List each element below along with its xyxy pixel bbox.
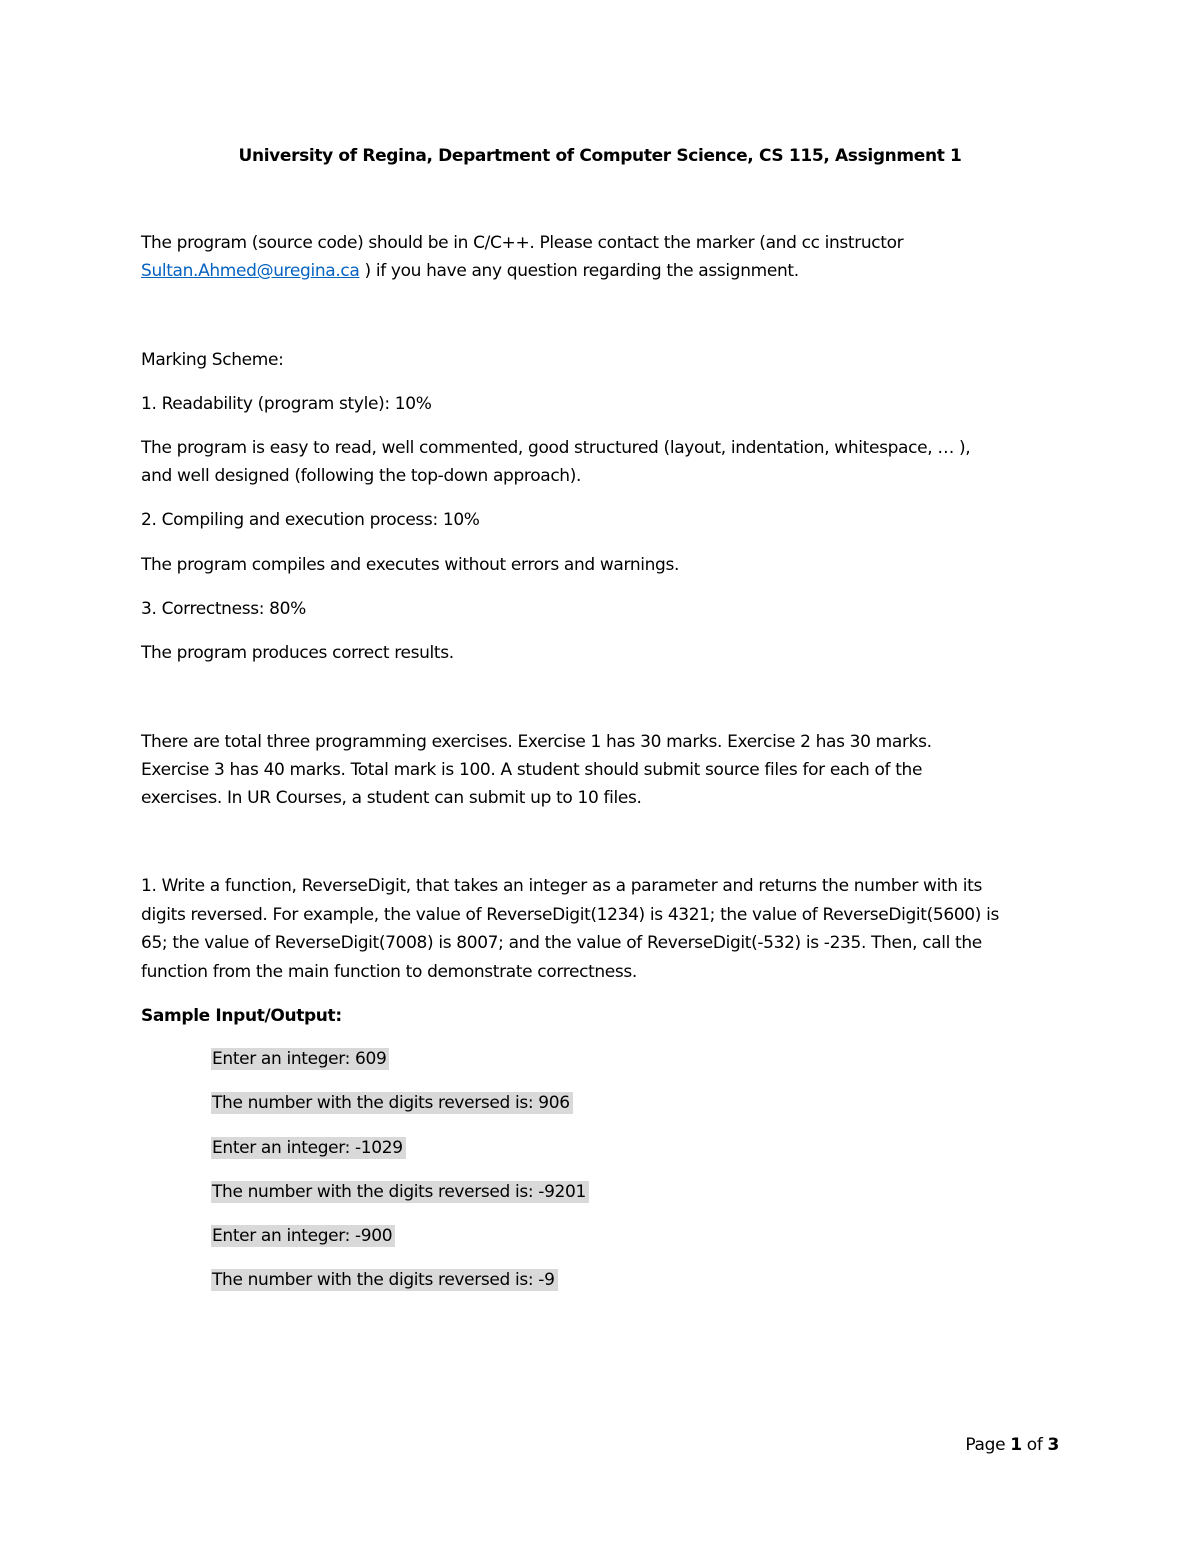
overview-line-2: Exercise 3 has 40 marks. Total mark is 100. A student should submit source files for each of the [141,760,923,780]
page-number-footer [965,1434,1059,1456]
marking-item-correctness-desc: The program produces correct results. [141,643,454,663]
marking-scheme-heading: Marking Scheme: [141,350,284,370]
sample-output-line: Enter an integer: -900 [211,1225,395,1247]
exercise1-line-3: 65; the value of ReverseDigit(7008) is 8007; and the value of ReverseDigit(-532) is -235. Then, call the [141,933,982,953]
intro-line-2-rest: ) if you have any question regarding the assignment. [359,261,799,281]
marking-item-compiling-desc: The program compiles and executes without errors and warnings. [141,555,680,575]
exercise1-line-4: function from the main function to demonstrate correctness. [141,962,637,982]
intro-line-2 [141,260,799,282]
sample-output-line: Enter an integer: 609 [211,1048,389,1070]
overview-line-3: exercises. In UR Courses, a student can submit up to 10 files. [141,788,642,808]
sample-output-line: Enter an integer: -1029 [211,1137,406,1159]
marking-item-readability: 1. Readability (program style): 10% [141,394,432,414]
sample-output-line: The number with the digits reversed is: -9 [211,1269,558,1291]
exercise1-line-1: 1. Write a function, ReverseDigit, that takes an integer as a parameter and returns the number with its [141,876,982,896]
marking-item-correctness: 3. Correctness: 80% [141,599,306,619]
sample-io-heading: Sample Input/Output: [141,1006,342,1026]
footer-of-word: of [1021,1435,1048,1455]
marking-item-readability-desc-1: The program is easy to read, well commented, good structured (layout, indentation, whitespace, … ), [141,438,971,458]
instructor-email-link[interactable]: Sultan.Ahmed@uregina.ca [141,261,360,281]
marking-item-readability-desc-2: and well designed (following the top-down approach). [141,466,582,486]
document-title: University of Regina, Department of Computer Science, CS 115, Assignment 1 [238,146,962,166]
exercise1-line-2: digits reversed. For example, the value of ReverseDigit(1234) is 4321; the value of ReverseDigit(5600) is [141,905,999,925]
footer-page-total: 3 [1047,1435,1059,1455]
overview-line-1: There are total three programming exercises. Exercise 1 has 30 marks. Exercise 2 has 30 marks. [141,732,932,752]
marking-item-compiling: 2. Compiling and execution process: 10% [141,510,480,530]
intro-line-1: The program (source code) should be in C/C++. Please contact the marker (and cc instructor [141,233,904,253]
footer-page-word: Page [965,1435,1011,1455]
sample-output-line: The number with the digits reversed is: -9201 [211,1181,589,1203]
footer-page-number: 1 [1010,1435,1022,1455]
sample-output-line: The number with the digits reversed is: 906 [211,1092,573,1114]
